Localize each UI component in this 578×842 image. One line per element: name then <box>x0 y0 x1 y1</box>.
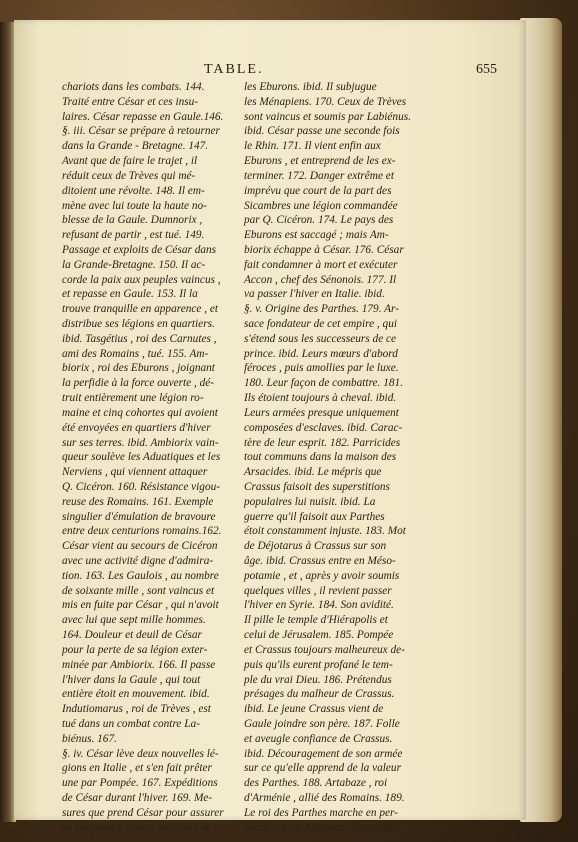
text-line: César vient au secours de Cicéron <box>62 540 218 553</box>
text-line: guerre qu'il faisoit aux Parthes <box>244 510 385 523</box>
text-line: Ils étoient toujours à cheval. ibid. <box>244 392 397 405</box>
text-line: Crassus faisoit des superstitions <box>244 480 390 493</box>
text-line: queur soulève les Aduatiques et les <box>62 451 221 464</box>
text-line: 164. Douleur et deuil de César <box>62 629 202 642</box>
text-line: populaires lui nuisit. ibid. La <box>244 495 376 508</box>
text-line: mène avec lui toute la haute no- <box>62 199 207 212</box>
text-line: terminer. 172. Danger extrême et <box>244 169 394 182</box>
text-line: Q. Cicéron. 160. Résistance vigou- <box>62 480 221 493</box>
text-line: et aveugle confiance de Crassus. <box>244 732 393 745</box>
text-line: maine et cinq cohortes qui avoient <box>62 406 218 419</box>
running-title: TABLE. <box>204 62 264 77</box>
text-line: Accon , chef des Sénonois. 177. Il <box>244 273 397 286</box>
text-line: biorix échappe à César. 176. César <box>244 243 404 256</box>
text-line: sur ce qu'elle apprend de la valeur <box>244 762 401 775</box>
text-line: §. iii. César se prépare à retourner <box>62 125 220 138</box>
text-line: fait condamner à mort et exécuter <box>244 258 398 271</box>
text-line: sace fondateur de cet empire , qui <box>244 318 397 330</box>
text-line: singulier d'émulation de bravoure <box>62 510 216 523</box>
text-line: de Déjotarus à Crassus sur son <box>244 540 387 553</box>
text-line: la Grande-Bretagne. 150. Il ac- <box>62 258 206 271</box>
page-number: 655 <box>476 62 497 77</box>
text-line: distribue ses légions en quartiers. <box>62 318 215 330</box>
text-line: Eburons , et entreprend de les ex- <box>244 155 396 168</box>
text-line: ibid. César passe une seconde fois <box>244 125 400 138</box>
text-line: des Parthes. 188. Artabaze , roi <box>244 777 388 790</box>
text-line: par Q. Cicéron. 174. Le pays des <box>244 214 394 227</box>
text-line: dans la Grande - Bretagne. 147. <box>62 140 209 153</box>
text-line: Eburons est saccagé ; mais Am- <box>244 229 389 242</box>
text-line: s'étend sous les successeurs de ce <box>244 332 397 345</box>
text-line: truit entièrement une légion ro- <box>62 392 204 405</box>
text-line: Nerviens , qui viennent attaquer <box>62 466 208 479</box>
text-line: sont vaincus et soumis par Labiénus. <box>244 110 411 123</box>
text-line: les Eburons. ibid. Il subjugue <box>244 81 377 93</box>
text-line: l'hiver dans la Gaule , qui tout <box>62 673 201 686</box>
text-line: §. v. Origine des Parthes. 179. Ar- <box>244 303 399 316</box>
text-line: avec une activité digne d'admira- <box>62 555 214 567</box>
text-line: entière étoit en mouvement. ibid. <box>62 688 210 701</box>
text-line: Passage et exploits de César dans <box>62 243 217 256</box>
text-line: Traité entre César et ces insu- <box>62 95 199 108</box>
page-header <box>0 62 578 82</box>
text-line: laires. César repasse en Gaule.146. <box>62 110 224 123</box>
text-line: Sicambres une légion commandée <box>244 199 398 212</box>
text-line: Le roi des Parthes marche en per- <box>244 806 398 819</box>
text-line: biénus. 167. <box>62 732 117 745</box>
text-line: reuse des Romains. 161. Exemple <box>62 495 214 508</box>
text-line: ibid. Tasgétius , roi des Carnutes , <box>62 332 217 345</box>
text-line: va passer l'hiver en Italie. ibid. <box>244 288 385 301</box>
text-line: d'Arménie , allié des Romains. 189. <box>244 792 405 804</box>
text-line: Indutiomarus , roi de Trèves , est <box>62 703 211 716</box>
text-line: âge. ibid. Crassus entre en Méso- <box>244 555 396 567</box>
text-line: quelques villes , il revient passer <box>244 584 392 597</box>
text-line: Il pille le temple d'Hiérapolis et <box>244 614 388 627</box>
text-line: Gaule joindre son père. 187. Folle <box>244 717 400 730</box>
text-line: tion. 163. Les Gaulois , au nombre <box>62 569 219 582</box>
text-line: été envoyées en quartiers d'hiver <box>62 421 211 434</box>
text-line: Avant que de faire le trajet , il <box>62 155 198 168</box>
text-line: chariots dans les combats. 144. <box>62 81 205 93</box>
text-line: et repasse en Gaule. 153. Il la <box>62 288 198 301</box>
text-line: sa vengeance contre Ambiorix et <box>62 821 210 834</box>
text-line: les Ménapiens. 170. Ceux de Trèves <box>244 95 407 108</box>
text-line: refusant de partir , est tué. 149. <box>62 229 205 242</box>
text-line: ple du vrai Dieu. 186. Prétendus <box>244 673 392 686</box>
text-line: ibid. Le jeune Crassus vient de <box>244 703 384 716</box>
text-line: gions en Italie , et s'en fait prêter <box>62 762 212 775</box>
text-line: réduit ceux de Trèves qui mé- <box>62 169 196 182</box>
text-line: potamie , et , après y avoir soumis <box>244 569 400 582</box>
text-line: 180. Leur façon de combattre. 181. <box>244 377 403 390</box>
text-line: prince. ibid. Leurs mœurs d'abord <box>244 347 398 360</box>
text-line: de César durant l'hiver. 169. Me- <box>62 792 213 804</box>
page-edges <box>520 18 562 822</box>
text-line: l'hiver en Syrie. 184. Son avidité. <box>244 599 394 612</box>
text-line: blesse de la Gaule. Dumnorix , <box>62 214 203 227</box>
text-line: ditoient une révolte. 148. Il em- <box>62 184 205 197</box>
text-line: une par Pompée. 167. Expéditions <box>62 777 218 790</box>
text-line: Leurs armées presque uniquement <box>244 406 399 419</box>
text-line: pour la perte de sa légion exter- <box>62 643 208 656</box>
text-line: la perfidie à la force ouverte , dé- <box>62 377 215 390</box>
text-line: corde la paix aux peuples vaincus , <box>62 273 221 286</box>
text-line: puis qu'ils eurent profané le tem- <box>244 658 393 671</box>
text-line: mis en fuite par César , qui n'avoit <box>62 599 219 612</box>
text-line: §. iv. César lève deux nouvelles lé- <box>62 747 219 760</box>
text-line: sur ses terres. ibid. Ambiorix vain- <box>62 436 219 449</box>
text-line: ami des Romains , tué. 155. Am- <box>62 347 209 360</box>
text-line: féroces , puis amollies par le luxe. <box>244 362 399 375</box>
text-line: le Rhin. 171. Il vient enfin aux <box>244 140 381 153</box>
text-line: tout communs dans la maison des <box>244 451 397 464</box>
text-line: imprévu que court de la part des <box>244 184 392 197</box>
text-line: sonne contre Artabaze , et envoie <box>244 821 394 834</box>
right-text-column <box>244 80 412 835</box>
text-line: ibid. Découragement de son armée <box>244 747 403 760</box>
text-line: étoit constamment injuste. 183. Mot <box>244 525 406 538</box>
text-line: trouve tranquille en apparence , et <box>62 303 219 316</box>
left-text-column <box>62 80 230 835</box>
text-line: Arsacides. ibid. Le mépris que <box>244 466 382 479</box>
text-line: sures que prend César pour assurer <box>62 806 224 819</box>
text-line: composées d'esclaves. ibid. Carac- <box>244 421 403 434</box>
text-line: et Crassus toujours malheureux de- <box>244 643 405 656</box>
text-line: de soixante mille , sont vaincus et <box>62 584 215 597</box>
text-line: minée par Ambiorix. 166. Il passe <box>62 658 216 671</box>
text-line: entre deux centurions romains.162. <box>62 525 222 538</box>
text-line: présages du malheur de Crassus. <box>244 688 395 701</box>
text-line: tué dans un combat contre La- <box>62 717 200 730</box>
text-line: celui de Jérusalem. 185. Pompée <box>244 629 394 642</box>
text-line: tère de leur esprit. 182. Parricides <box>244 436 401 449</box>
text-line: biorix , roi des Eburons , joignant <box>62 362 215 375</box>
text-line: avec lui que sept mille hommes. <box>62 614 206 627</box>
